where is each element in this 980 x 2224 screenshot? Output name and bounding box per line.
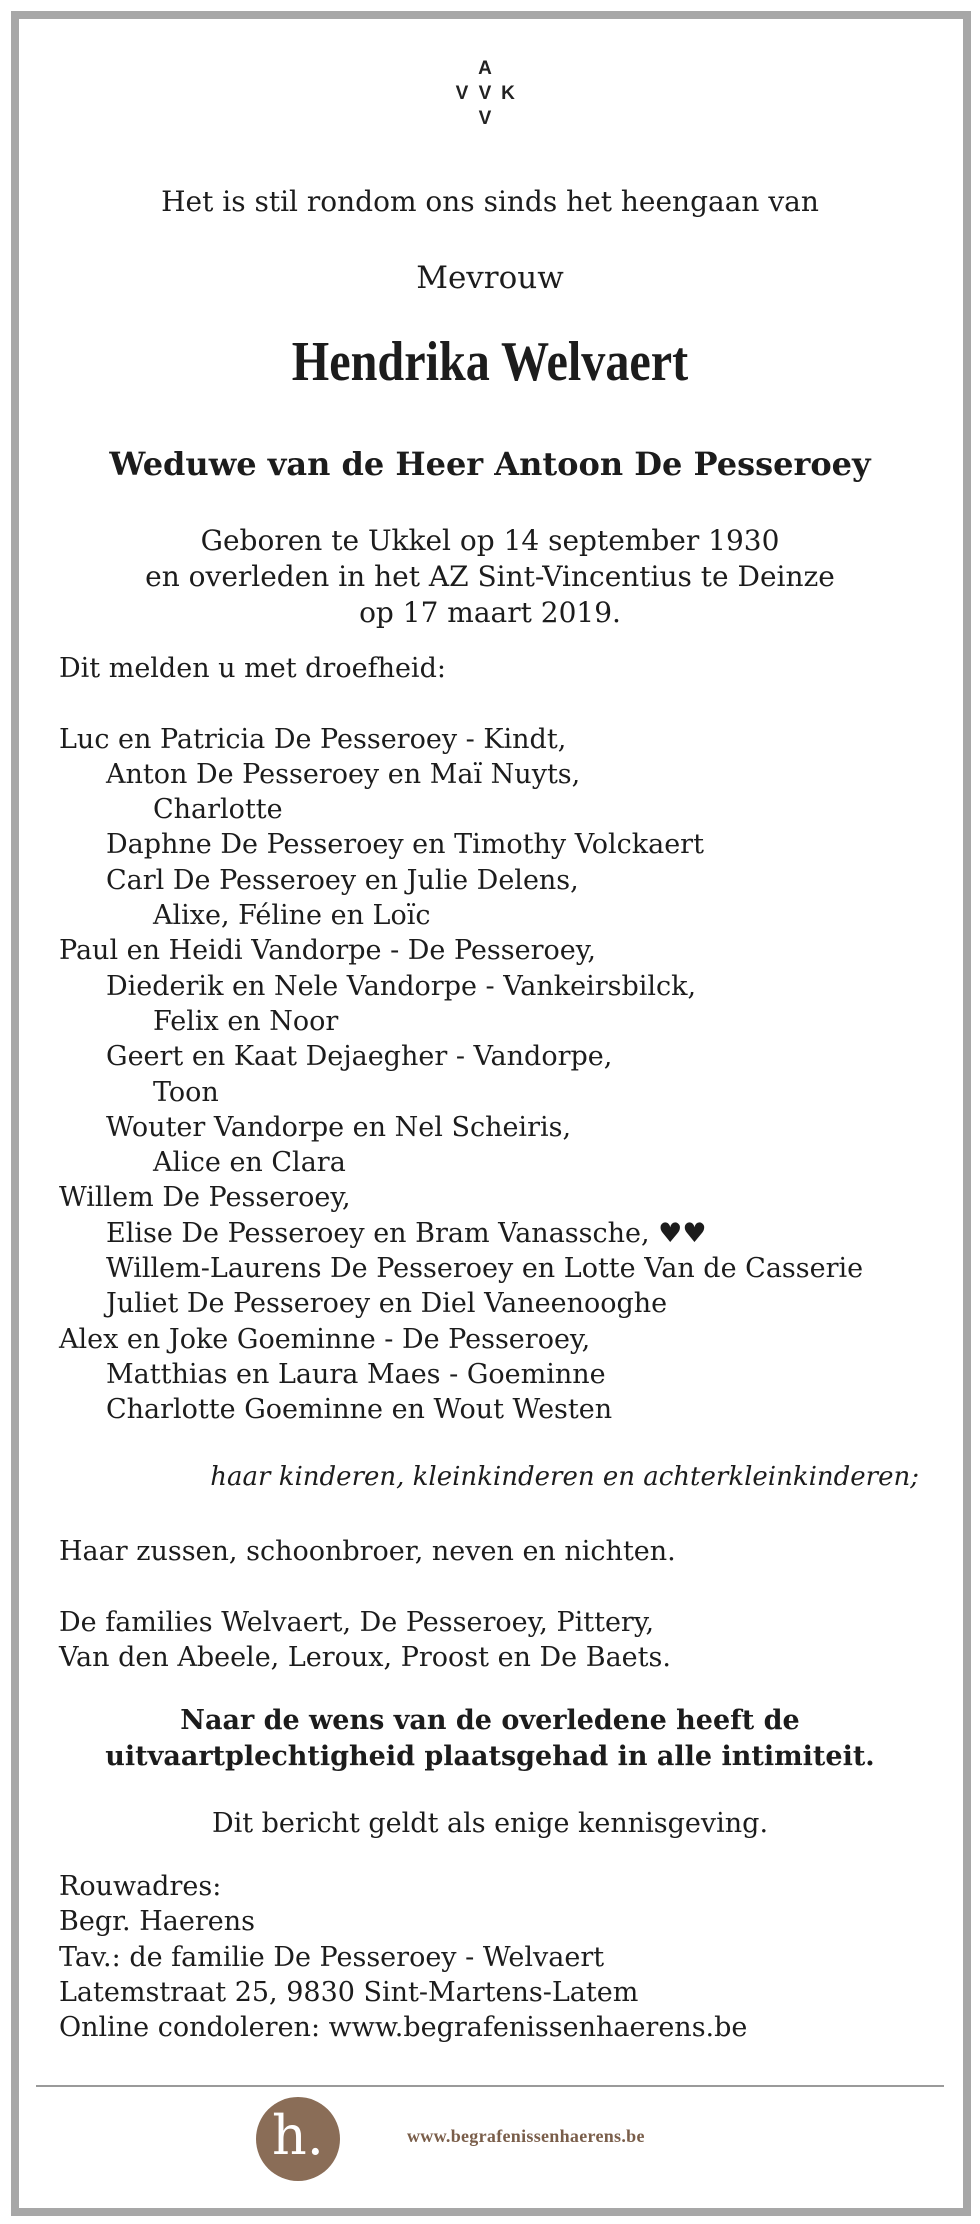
families-text xyxy=(59,1605,671,1676)
symbol-left: V xyxy=(455,83,469,104)
birth-death-info xyxy=(0,523,980,631)
address-line: Begr. Haerens xyxy=(59,1906,255,1938)
siblings-text: Haar zussen, schoonbroer, neven en nichten. xyxy=(59,1536,676,1567)
announce-text: Dit melden u met droefheid: xyxy=(59,653,446,684)
spacer xyxy=(59,686,863,721)
symbol-top: A xyxy=(478,58,492,79)
relation-note: haar kinderen, kleinkinderen en achterkleinkinderen; xyxy=(210,1462,919,1492)
address-line: Online condoleren: www.begrafenissenhaerens.be xyxy=(59,2012,748,2044)
notice-text: Dit bericht geldt als enige kennisgeving. xyxy=(211,1808,769,1839)
birth-line: Geboren te Ukkel op 14 september 1930 xyxy=(200,524,780,557)
family-line: Matthias en Laura Maes - Goeminne xyxy=(106,1358,606,1390)
family-line: Carl De Pesseroey en Julie Delens, xyxy=(106,864,579,896)
spouse-text: Weduwe van de Heer Antoon De Pesseroey xyxy=(109,445,871,483)
family-line: Paul en Heidi Vandorpe - De Pesseroey, xyxy=(59,935,596,967)
family-line: Daphne De Pesseroey en Timothy Volckaert xyxy=(106,829,704,861)
families-line: Van den Abeele, Leroux, Proost en De Baets. xyxy=(59,1642,671,1674)
vvk-cross-symbol xyxy=(430,45,540,140)
family-line: Juliet De Pesseroey en Diel Vaneenooghe xyxy=(106,1288,668,1320)
family-line: Geert en Kaat Dejaegher - Vandorpe, xyxy=(106,1041,613,1073)
family-line: Alixe, Féline en Loïc xyxy=(153,900,431,932)
funeral-home-logo: h. xyxy=(256,2097,340,2181)
deceased-name: Hendrika Welvaert xyxy=(291,331,689,393)
family-line: Toon xyxy=(153,1076,219,1108)
family-line: Alex en Joke Goeminne - De Pesseroey, xyxy=(59,1323,591,1355)
symbol-center: V xyxy=(478,83,492,104)
footer-website[interactable]: www.begrafenissenhaerens.be xyxy=(407,2126,645,2146)
family-line: Elise De Pesseroey en Bram Vanassche, ♥♥ xyxy=(106,1217,707,1249)
footer-divider xyxy=(36,2085,944,2087)
family-line: Anton De Pesseroey en Maï Nuyts, xyxy=(106,758,581,790)
family-line: Diederik en Nele Vandorpe - Vankeirsbilck, xyxy=(106,970,697,1002)
family-line: Charlotte xyxy=(153,794,283,826)
family-line: Charlotte Goeminne en Wout Westen xyxy=(106,1394,613,1426)
family-line: Willem-Laurens De Pesseroey en Lotte Van de Casserie xyxy=(106,1253,864,1285)
family-line: Luc en Patricia De Pesseroey - Kindt, xyxy=(59,723,567,755)
family-list xyxy=(59,651,863,1428)
family-line: Felix en Noor xyxy=(153,1005,339,1037)
mourning-address xyxy=(59,1869,747,2045)
address-line: Rouwadres: xyxy=(59,1871,222,1902)
family-line: Wouter Vandorpe en Nel Scheiris, xyxy=(106,1111,572,1143)
wish-line: uitvaartplechtigheid plaatsgehad in alle intimiteit. xyxy=(105,1741,875,1772)
family-line: Willem De Pesseroey, xyxy=(59,1182,351,1214)
death-line: en overleden in het AZ Sint-Vincentius te Deinze xyxy=(145,560,835,593)
family-line: Alice en Clara xyxy=(153,1147,346,1179)
wish-line: Naar de wens van de overledene heeft de xyxy=(180,1705,800,1736)
address-line: Tav.: de familie De Pesseroey - Welvaert xyxy=(59,1941,605,1973)
intro-text: Het is stil rondom ons sinds het heengaan van xyxy=(161,185,819,218)
symbol-bottom: V xyxy=(478,108,492,129)
title-text: Mevrouw xyxy=(416,260,564,296)
address-line: Latemstraat 25, 9830 Sint-Martens-Latem xyxy=(59,1976,639,2008)
date-line: op 17 maart 2019. xyxy=(359,596,621,629)
symbol-right: K xyxy=(501,83,515,104)
families-line: De families Welvaert, De Pesseroey, Pittery, xyxy=(59,1607,655,1638)
funeral-wish xyxy=(0,1703,980,1775)
